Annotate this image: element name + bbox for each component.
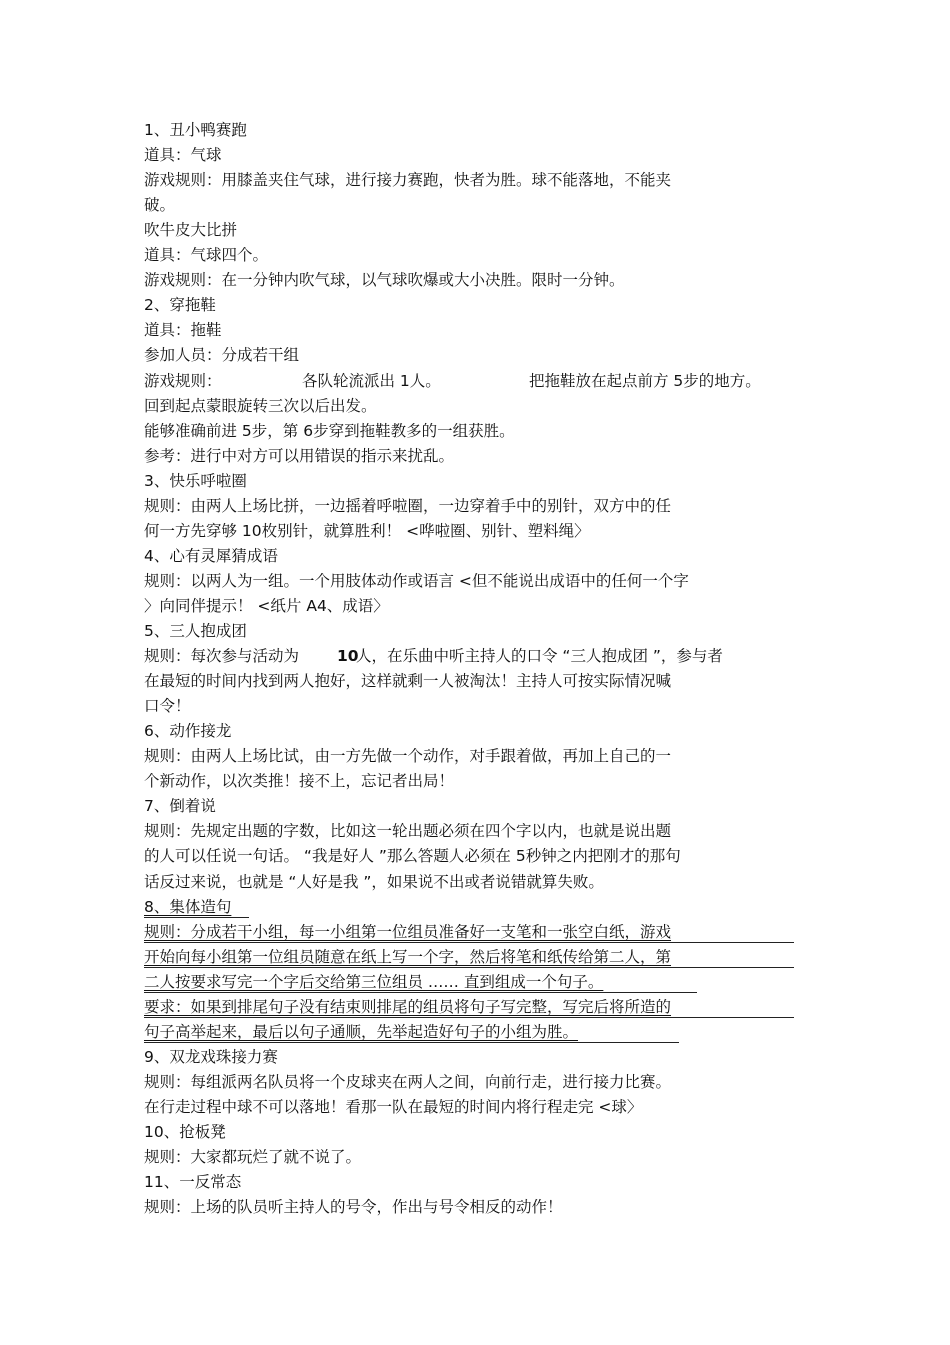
text-segment: 游戏规则： xyxy=(144,371,222,390)
text-line: 规则：以两人为一组。一个用肢体动作或语言 <但不能说出成语中的任何一个字 xyxy=(144,571,689,590)
underlined-text-line: 开始向每小组第一位组员随意在纸上写一个字，然后将笔和纸传给第二人，第 xyxy=(144,947,672,966)
text-line: 回到起点蒙眼旋转三次以后出发。 xyxy=(144,396,377,415)
text-line: 话反过来说，也就是 “人好是我 ”，如果说不出或者说错就算失败。 xyxy=(144,872,604,891)
text-line: 参考：进行中对方可以用错误的指示来扰乱。 xyxy=(144,446,455,465)
text-line: 道具：气球四个。 xyxy=(144,246,269,265)
text-line: 规则：由两人上场比试，由一方先做一个动作，对手跟着做，再加上自己的一 xyxy=(144,747,672,766)
text-line: 3、快乐呼啦圈 xyxy=(144,471,247,490)
text-line: 规则：每组派两名队员将一个皮球夹在两人之间，向前行走，进行接力比赛。 xyxy=(144,1072,672,1091)
underline-rule xyxy=(144,967,794,968)
underlined-text-line: 8、集体造句 xyxy=(144,897,232,916)
text-line: 在最短的时间内找到两人抱好，这样就剩一人被淘汰！主持人可按实际情况喊 xyxy=(144,672,672,691)
text-line: 个新动作，以次类推！接不上，忘记者出局！ xyxy=(144,772,455,791)
text-line: 破。 xyxy=(144,196,176,215)
underline-rule xyxy=(144,1042,679,1043)
underlined-text-line: 二人按要求写完一个字后交给第三位组员 …… 直到组成一个句子。 xyxy=(144,972,604,991)
text-line: 何一方先穿够 10枚别针，就算胜利！ <哗啦圈、别针、塑料绳〉 xyxy=(144,521,590,540)
text-line: 参加人员：分成若干组 xyxy=(144,346,300,365)
text-line: 9、双龙戏珠接力赛 xyxy=(144,1047,278,1066)
text-segment: 把拖鞋放在起点前方 5步的地方。 xyxy=(529,371,761,390)
text-segment: 规则：每次参与活动为 xyxy=(144,647,300,666)
text-segment: 各队轮流派出 1人。 xyxy=(302,371,441,390)
text-line: 1、丑小鸭赛跑 xyxy=(144,121,247,139)
text-line: 游戏规则：用膝盖夹住气球，进行接力赛跑，快者为胜。球不能落地，不能夹 xyxy=(144,171,672,190)
text-line: 在行走过程中球不可以落地！看那一队在最短的时间内将行程走完 <球〉 xyxy=(144,1097,643,1116)
underlined-text-line: 要求：如果到排尾句子没有结束则排尾的组员将句子写完整，写完后将所造的 xyxy=(144,997,672,1016)
text-line: 游戏规则：在一分钟内吹气球，以气球吹爆或大小决胜。限时一分钟。 xyxy=(144,271,625,290)
underline-rule xyxy=(144,1017,794,1018)
underlined-text-line: 句子高举起来，最后以句子通顺，先举起造好句子的小组为胜。 xyxy=(144,1022,579,1041)
text-line: 4、心有灵犀猜成语 xyxy=(144,546,278,565)
underline-rule xyxy=(144,992,697,993)
text-segment: 10 xyxy=(337,647,359,666)
underlined-text-line: 规则：分成若干小组，每一小组第一位组员准备好一支笔和一张空白纸，游戏 xyxy=(144,922,672,941)
text-line: 6、动作接龙 xyxy=(144,722,232,741)
text-line: 道具：拖鞋 xyxy=(144,321,222,340)
text-line-split xyxy=(144,371,794,391)
text-line: 10、抢板凳 xyxy=(144,1123,226,1141)
underline-rule xyxy=(144,942,794,943)
text-line: 〉向同伴提示！ <纸片 A4、成语〉 xyxy=(144,596,389,615)
text-line: 7、倒着说 xyxy=(144,797,216,816)
text-line: 规则：由两人上场比拼，一边摇着呼啦圈，一边穿着手中的别针，双方中的任 xyxy=(144,496,672,515)
text-line: 11、一反常态 xyxy=(144,1173,242,1192)
text-line: 能够准确前进 5步，第 6步穿到拖鞋教多的一组获胜。 xyxy=(144,421,515,440)
text-line: 道具：气球 xyxy=(144,146,222,165)
text-segment: 人，在乐曲中听主持人的口令 “三人抱成团 ”，参与者 xyxy=(356,647,723,666)
text-line: 5、三人抱成团 xyxy=(144,622,247,640)
text-line: 口令！ xyxy=(144,697,191,716)
text-line-split xyxy=(144,646,794,666)
text-line: 规则：大家都玩烂了就不说了。 xyxy=(144,1148,362,1167)
text-line: 规则：先规定出题的字数，比如这一轮出题必须在四个字以内，也就是说出题 xyxy=(144,822,672,841)
text-line: 规则：上场的队员听主持人的号令，作出与号令相反的动作！ xyxy=(144,1198,563,1217)
underline-rule xyxy=(144,917,249,918)
text-line: 2、穿拖鞋 xyxy=(144,296,216,315)
text-line: 的人可以任说一句话。 “我是好人 ”那么答题人必须在 5秒钟之内把刚才的那句 xyxy=(144,847,681,866)
text-line: 吹牛皮大比拼 xyxy=(144,221,238,240)
